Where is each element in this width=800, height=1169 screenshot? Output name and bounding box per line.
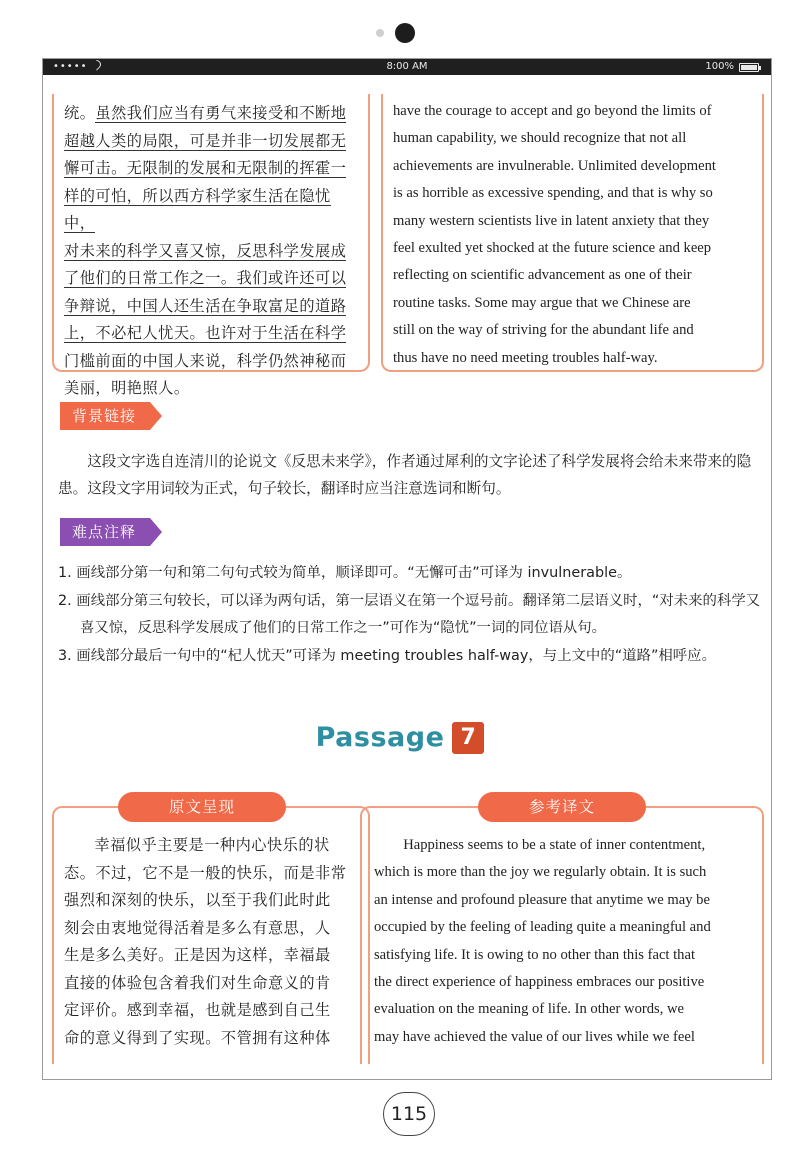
translation-line: feel exulted yet shocked at the future science and keep [393,240,712,257]
underlined-text: 上，不必杞人忧天。也许对于生活在科学 [64,324,347,342]
translation-line: satisfying life. It is owing to no other than this fact that [374,946,696,963]
translation-line: is as horrible as excessive spending, and that is why so [393,185,713,202]
note-item: 3. 画线部分最后一句中的“杞人忧天”可译为 meeting troubles half-way，与上文中的“道路”相呼应。 [58,647,716,664]
translation-line: routine tasks. Some may argue that we Chinese are [393,294,691,311]
translation-line: evaluation on the meaning of life. In other words, we [374,1001,685,1018]
difficulty-notes [58,560,770,670]
battery-icon [739,63,759,72]
source-line: 命的意义得到了实现。不管拥有这种体 [64,1028,331,1047]
passage7-source-text [64,832,356,1052]
translation-line: may have achieved the value of our lives while we feel [374,1028,695,1045]
passage7-translation-text [374,832,754,1051]
source-line [64,128,356,156]
source-line: 刻会由衷地觉得活着是多么有意思，人 [64,918,331,937]
background-tag: 背景链接 [60,402,150,430]
translation-line: human capability, we should recognize that not all [393,130,687,147]
background-paragraph: 这段文字选自连清川的论说文《反思未来学》，作者通过犀利的文字论述了科学发展将会给未来带来的隐患。这段文字用词较为正式，句子较长，翻译时应当注意选词和断句。 [58,453,752,497]
source-line-text: 门槛前面的中国人来说，科学仍然神秘而 [64,351,347,370]
source-line: 强烈和深刻的快乐，以至于我们此时此 [64,891,331,909]
passage6-source-box [52,94,370,397]
passage6-source-text [64,100,356,403]
battery-percent: 100% [705,61,734,72]
camera-lens [395,23,415,43]
underlined-text: 样的可怕，所以西方科学家生活在隐忧中， [64,186,331,232]
page-number: 115 [383,1092,435,1136]
translation-line: still on the way of striving for the abundant life and [393,322,694,339]
translation-line: the direct experience of happiness embraces our positive [374,974,705,991]
source-line: 幸福似乎主要是一种内心快乐的状 [94,836,330,854]
passage6-translation-box [381,94,764,372]
underlined-text: 了他们的日常工作之一。我们或许还可以 [64,269,347,287]
source-line [64,100,356,128]
note-item: 2. 画线部分第三句较长，可以译为两句话，第一层语义在第一个逗号前。翻译第二层语义时，“对未来的科学又喜又惊，反思科学发展成了他们的日常工作之一”可作为“隐忧”一词的同位语从句。 [58,592,761,636]
translation-line: many western scientists live in latent anxiety that they [393,212,710,229]
translation-line: which is more than the joy we regularly obtain. It is such [374,864,707,881]
source-line [64,320,356,348]
source-label-pill: 原文呈现 [118,792,286,822]
passage7-source-box [52,806,370,1064]
passage7-translation-box [360,806,764,1064]
underlined-text: 对未来的科学又喜又惊，反思科学发展成 [64,241,347,260]
translation-line: an intense and profound pleasure that anytime we may be [374,891,710,908]
battery-indicator [705,59,759,75]
status-bar [43,59,771,75]
translation-line: Happiness seems to be a state of inner contentment, [403,837,706,853]
underlined-text: 超越人类的局限，可是并非一切发展都无 [64,131,347,150]
source-line [64,183,356,238]
passage6-translation-text [393,98,754,372]
passage-label: Passage [315,722,445,753]
source-line-text: 美丽，明艳照人。 [64,379,190,397]
camera-dot-small [376,29,384,37]
passage-heading [0,722,800,754]
source-line: 态。不过，它不是一般的快乐，而是非常 [64,863,347,882]
underlined-text: 争辩说，中国人还生活在争取富足的道路 [64,296,347,315]
note-item: 1. 画线部分第一句和第二句句式较为简单，顺译即可。“无懈可击”可译为 invulnerable。 [58,565,632,581]
source-line: 定评价。感到幸福，也就是感到自己生 [64,1001,331,1019]
source-line: 生是多么美好。正是因为这样，幸福最 [64,946,331,964]
source-line [64,155,356,183]
underlined-text: 虽然我们应当有勇气来接受和不断地 [95,104,347,122]
passage-number-badge: 7 [452,722,484,754]
signal-dots: ••••• [53,61,88,72]
translation-label-pill: 参考译文 [478,792,646,822]
translation-line: reflecting on scientific advancement as one of their [393,267,692,284]
status-time: 8:00 AM [386,61,428,72]
source-line [64,348,356,376]
source-line-start: 统。 [64,104,96,122]
source-line [64,238,356,266]
difficulties-tag: 难点注释 [60,518,150,546]
translation-line: occupied by the feeling of leading quite a meaningful and [374,919,711,936]
translation-line: achievements are invulnerable. Unlimited development [393,157,716,174]
underlined-text: 懈可击。无限制的发展和无限制的挥霍一 [64,159,347,177]
translation-line: have the courage to accept and go beyond the limits of [393,103,712,119]
source-line [64,293,356,321]
translation-line: thus have no need meeting troubles half-way. [393,349,658,366]
source-line [64,265,356,293]
source-line: 直接的体验包含着我们对生命意义的肯 [64,973,331,992]
source-line [64,375,356,403]
